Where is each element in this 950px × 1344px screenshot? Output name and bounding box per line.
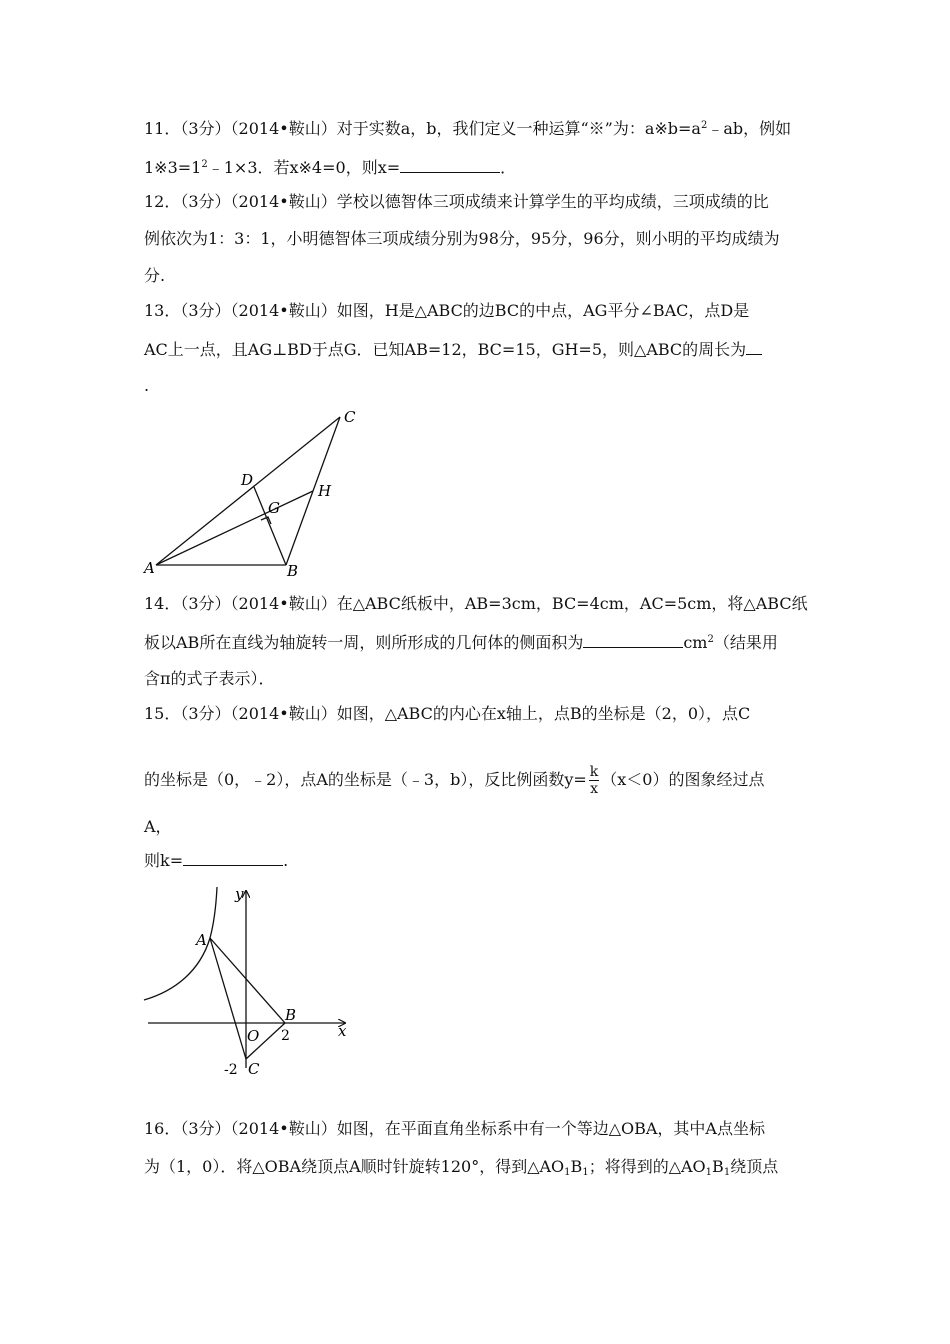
label-a: A xyxy=(144,559,155,577)
label-d: D xyxy=(241,471,254,489)
q11-line-1: 11．（3分）（2014•鞍山）对于实数a，b，我们定义一种运算“※”为：$a※b=a^2﹣ab$，例如 xyxy=(144,119,792,138)
q12-line-1: 12．（3分）（2014•鞍山）学校以德智体三项成绩来计算学生的平均成绩，三项成绩的比 xyxy=(144,192,769,211)
q13-line-2: AC上一点，且AG⊥BD于点G．已知AB=12，BC=15，GH=5，则△ABC的周长为 xyxy=(144,338,762,361)
q12-line-3: 分. xyxy=(144,266,166,285)
q12-line-2: 例依次为1：3：1，小明德智体三项成绩分别为98分，95分，96分，则小明的平均成绩为 xyxy=(144,229,780,248)
q11-answer-blank xyxy=(400,156,500,173)
tick-label-2: 2 xyxy=(281,1028,290,1044)
q14-answer-blank xyxy=(583,631,683,648)
label-h: H xyxy=(318,482,332,500)
q13-line-1: 13．（3分）（2014•鞍山）如图，H是△ABC的边BC的中点，AG平分∠BAC，点D是 xyxy=(144,301,750,320)
label-b: B xyxy=(285,1006,297,1024)
q16-line-2: 为（1，0）．将△OBA绕顶点A顺时针旋转120°，得到$\triangle AO_1B_1$；将得到的$\triangle AO_1B_1$绕顶点 xyxy=(144,1157,779,1178)
label-x: x xyxy=(338,1022,347,1040)
q15-line-3: A， xyxy=(144,817,172,836)
q15-line-2: 的坐标是（0，﹣2），点A的坐标是（﹣3，b），反比例函数y= $\frac{k}{x}$ （x＜0）的图象经过点 xyxy=(144,764,765,797)
q14-line-2: 板以AB所在直线为轴旋转一周，则所形成的几何体的侧面积为 $cm^2$（结果用 xyxy=(144,633,778,652)
segment-ac xyxy=(210,938,246,1059)
label-y: y xyxy=(235,885,244,903)
q16-line-1: 16．（3分）（2014•鞍山）如图，在平面直角坐标系中有一个等边△OBA，其中A点坐标 xyxy=(144,1119,765,1138)
label-b: B xyxy=(287,562,299,580)
q15-line-1: 15．（3分）（2014•鞍山）如图，△ABC的内心在x轴上，点B的坐标是（2，0），点C xyxy=(144,704,751,723)
label-c: C xyxy=(344,408,356,426)
label-g: G xyxy=(268,499,280,517)
segment-ab xyxy=(210,938,285,1023)
label-c: C xyxy=(248,1060,260,1078)
fraction-k-over-x: $\frac{k}{x}$ xyxy=(589,764,599,797)
q13-line-3: . xyxy=(144,376,150,395)
q11-line-2: $1※3=1^2﹣1\times 3$．若x※4=0，则x= ． xyxy=(144,158,517,177)
q15-line-4: 则k= . xyxy=(144,851,289,870)
q13-answer-blank xyxy=(746,338,762,355)
label-a: A xyxy=(196,931,207,949)
q13-triangle-figure xyxy=(140,405,370,580)
q14-line-1: 14．（3分）（2014•鞍山）在△ABC纸板中，AB=3cm，BC=4cm，AC=5cm，将△ABC纸 xyxy=(144,594,808,613)
tick-label-neg2: -2 xyxy=(224,1062,238,1078)
label-o: O xyxy=(247,1027,260,1045)
q14-line-3: 含π的式子表示）． xyxy=(144,669,275,688)
q15-answer-blank xyxy=(183,849,283,866)
q15-coordinate-figure xyxy=(140,883,360,1083)
right-angle-mark xyxy=(261,517,271,524)
